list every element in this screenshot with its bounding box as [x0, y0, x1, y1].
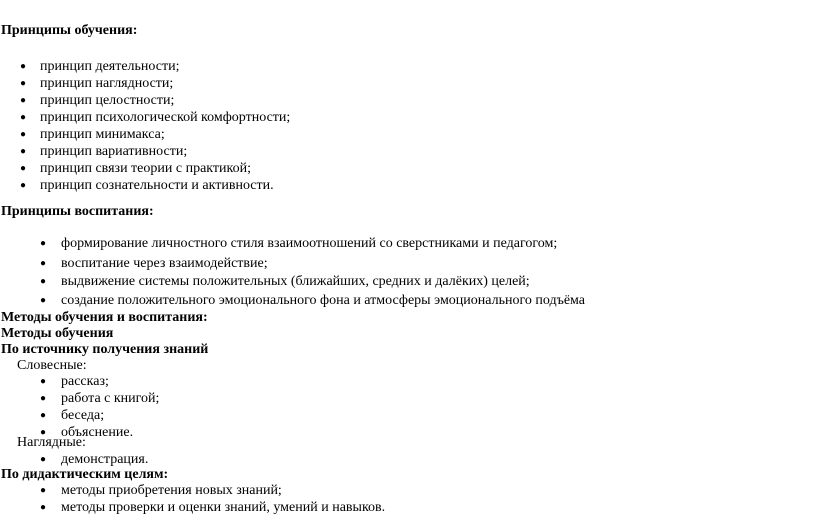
upbringing-principles-heading: Принципы воспитания:	[1, 204, 154, 219]
list-item: принцип минимакса;	[40, 127, 165, 142]
learning-principles-heading: Принципы обучения:	[1, 23, 138, 38]
methods-heading: Методы обучения и воспитания:	[1, 310, 208, 325]
list-item: методы проверки и оценки знаний, умений и навыков.	[61, 500, 386, 515]
bullet-icon: ●	[40, 276, 47, 287]
list-item: воспитание через взаимодействие;	[61, 256, 268, 271]
by-goals-heading: По дидактическим целям:	[1, 467, 169, 482]
list-item: объяснение.	[61, 425, 134, 440]
by-source-heading: По источнику получения знаний	[1, 342, 209, 357]
list-item: принцип деятельности;	[40, 59, 180, 74]
teaching-methods-subheading: Методы обучения	[1, 326, 114, 341]
list-item: работа с книгой;	[61, 391, 160, 406]
list-item: принцип вариативности;	[40, 144, 188, 159]
bullet-icon: ●	[40, 502, 47, 513]
bullet-icon: ●	[20, 112, 27, 123]
list-item: принцип наглядности;	[40, 76, 174, 91]
bullet-icon: ●	[40, 258, 47, 269]
bullet-icon: ●	[40, 393, 47, 404]
bullet-icon: ●	[20, 146, 27, 157]
list-item: принцип психологической комфортности;	[40, 110, 291, 125]
bullet-icon: ●	[20, 129, 27, 140]
bullet-icon: ●	[20, 95, 27, 106]
bullet-icon: ●	[40, 295, 47, 306]
bullet-icon: ●	[20, 180, 27, 191]
list-item: принцип связи теории с практикой;	[40, 161, 251, 176]
list-item: принцип целостности;	[40, 93, 175, 108]
list-item: создание положительного эмоционального фона и атмосферы эмоционального подъёма	[61, 293, 586, 308]
list-item: выдвижение системы положительных (ближайших, средних и далёких) целей;	[61, 274, 530, 289]
bullet-icon: ●	[20, 61, 27, 72]
bullet-icon: ●	[20, 163, 27, 174]
list-item: принцип сознательности и активности.	[40, 178, 274, 193]
list-item: формирование личностного стиля взаимоотношений со сверстниками и педагогом;	[61, 236, 558, 251]
list-item: демонстрация.	[61, 452, 149, 467]
verbal-methods-label: Словесные:	[17, 358, 87, 373]
bullet-icon: ●	[40, 454, 47, 465]
list-item: рассказ;	[61, 374, 109, 389]
bullet-icon: ●	[40, 376, 47, 387]
list-item: беседа;	[61, 408, 105, 423]
bullet-icon: ●	[40, 427, 47, 438]
bullet-icon: ●	[20, 78, 27, 89]
visual-methods-label: Наглядные:	[17, 435, 86, 450]
list-item: методы приобретения новых знаний;	[61, 483, 282, 498]
bullet-icon: ●	[40, 410, 47, 421]
bullet-icon: ●	[40, 238, 47, 249]
bullet-icon: ●	[40, 485, 47, 496]
